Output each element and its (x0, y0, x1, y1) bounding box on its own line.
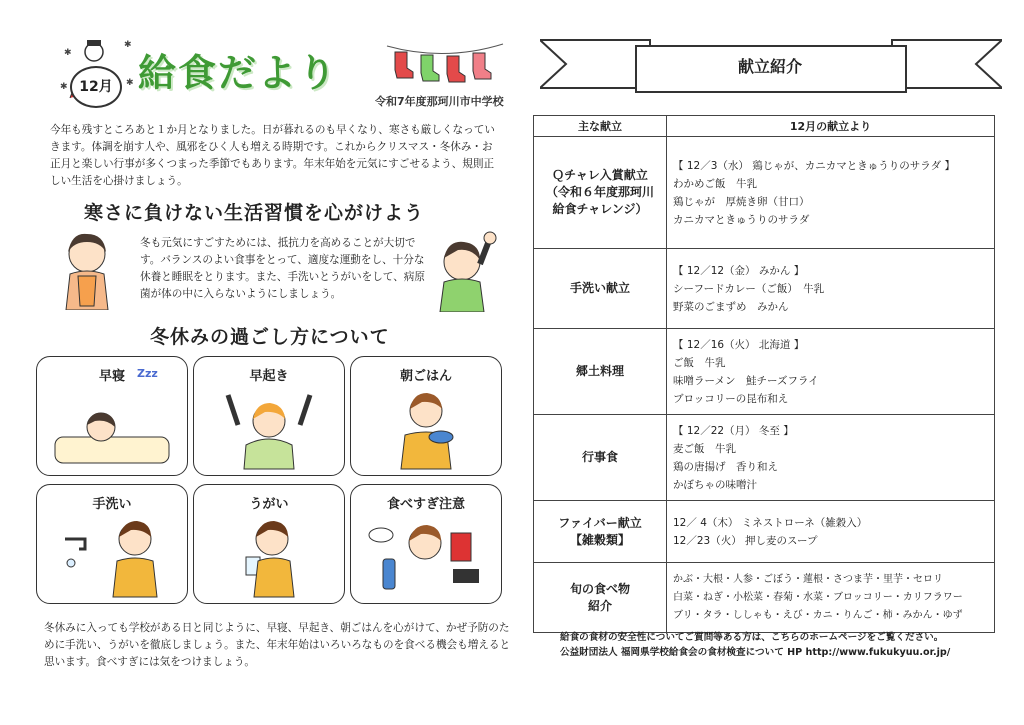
girl-illustration (52, 228, 122, 310)
waking-child-icon (210, 385, 328, 471)
column-header-main: 主な献立 (534, 116, 667, 137)
table-row (534, 415, 995, 501)
card-early-rise (193, 356, 345, 476)
menu-table (533, 115, 995, 633)
menu-category: 行事食 (534, 415, 667, 501)
card-early-sleep (36, 356, 188, 476)
table-row (534, 249, 995, 329)
menu-footer (560, 630, 1000, 660)
newsletter-header: ✱ ✱ ✱ ✱ 12月 給食だより 令和7年度那珂川市中学校 (60, 38, 520, 118)
breakfast-child-icon (371, 385, 481, 471)
menu-category: ファイバー献立 【雑穀類】 (534, 501, 667, 563)
section-heading-winter-break: 冬休みの過ごし方について (150, 326, 390, 348)
section-heading-habits: 寒さに負けない生活習慣を心がけよう (84, 202, 425, 224)
menu-category: 旬の食べ物 紹介 (534, 563, 667, 633)
newsletter-title: 給食だより (138, 51, 339, 95)
month-badge: 12月 (70, 66, 122, 108)
school-name: 令和7年度那珂川市中学校 (375, 95, 504, 108)
menu-banner (540, 36, 1002, 96)
footer-link[interactable]: 公益財団法人 福岡県学校給食会の食材検査について HP http://www.fukukyuu.or.jp/ (560, 647, 951, 658)
boy-cheering-illustration (428, 228, 504, 312)
menu-category: 郷土料理 (534, 329, 667, 415)
closing-paragraph: 冬休みに入っても学校がある日と同じように、早寝、早起き、朝ごはんを心がけて、かぜ予防のために手洗い、うがいを徹底しましょう。また、年末年始はいろいろなものを食べる機会も増えると思います。食べすぎには気をつけましょう。 (44, 622, 511, 668)
table-row (534, 501, 995, 563)
card-overeating (350, 484, 502, 604)
table-row (534, 137, 995, 249)
footer-note: 給食の食材の安全性についてご質問等ある方は、こちらのホームページをご覧ください。 (560, 632, 944, 643)
card-title: 早起き (249, 369, 289, 384)
card-title: 早寝 (98, 369, 125, 384)
menu-details: 【 12／16（火） 北海道 】 ご飯 牛乳 味噌ラーメン 鮭チーズフライ ブロッコリーの昆布和え (667, 329, 995, 415)
gargling-child-icon (210, 513, 328, 599)
card-breakfast (350, 356, 502, 476)
menu-category: Ｑチャレ入賞献立 （令和６年度那珂川 給食チャレンジ） (534, 137, 667, 249)
overeating-child-icon (365, 513, 487, 599)
menu-details: かぶ・大根・人参・ごぼう・蓮根・さつま芋・里芋・セロリ 白菜・ねぎ・小松菜・春菊・水菜・ブロッコリー・カリフラワー ブリ・タラ・ししゃも・えび・カニ・りんご・柿・みかん・ゆず (667, 563, 995, 633)
menu-details: 12／ 4（木） ミネストローネ（雑穀入） 12／23（火） 押し麦のスープ (667, 501, 995, 563)
habits-paragraph: 冬も元気にすごすためには、抵抗力を高めることが大切です。バランスのよい食事をとって、適度な運動をし、十分な休養と睡眠をとります。また、手洗いとうがいをして、病原菌が体の中に入らないようにしましょう。 (140, 237, 425, 300)
table-header-row (534, 116, 995, 137)
card-title: うがい (249, 497, 289, 512)
sleeping-child-icon (51, 397, 173, 467)
card-handwashing (36, 484, 188, 604)
card-title: 朝ごはん (399, 369, 452, 384)
menu-banner-title: 献立紹介 (737, 57, 802, 76)
intro-paragraph: 今年も残すところあと１か月となりました。日が暮れるのも早くなり、寒さも厳しくなっていきます。体調を崩す人や、風邪をひく人も増える時期です。これからクリスマス・冬休み・お正月と楽しい行事が多くつまった季節でもあります。年末年始を元気にすごせるよう、規則正しい生活を心掛けましょう。 (50, 124, 495, 187)
handwashing-child-icon (53, 513, 171, 599)
christmas-stockings-icon (385, 38, 505, 88)
sleep-zzz: Zzz (137, 367, 158, 380)
menu-details: 【 12／12（金） みかん 】 シーフードカレー（ご飯） 牛乳 野菜のごまずめ みかん (667, 249, 995, 329)
table-row (534, 329, 995, 415)
table-row (534, 563, 995, 633)
menu-details: 【 12／3（水） 鶏じゃが、カニカマときゅうりのサラダ 】 わかめご飯 牛乳 鶏じゃが 厚焼き卵（甘口） カニカマときゅうりのサラダ (667, 137, 995, 249)
column-header-month: 12月の献立より (667, 116, 995, 137)
menu-details: 【 12／22（月） 冬至 】 麦ご飯 牛乳 鶏の唐揚げ 香り和え かぼちゃの味噌汁 (667, 415, 995, 501)
menu-category: 手洗い献立 (534, 249, 667, 329)
card-title: 手洗い (92, 497, 132, 512)
card-title: 食べすぎ注意 (386, 497, 465, 512)
card-gargle (193, 484, 345, 604)
